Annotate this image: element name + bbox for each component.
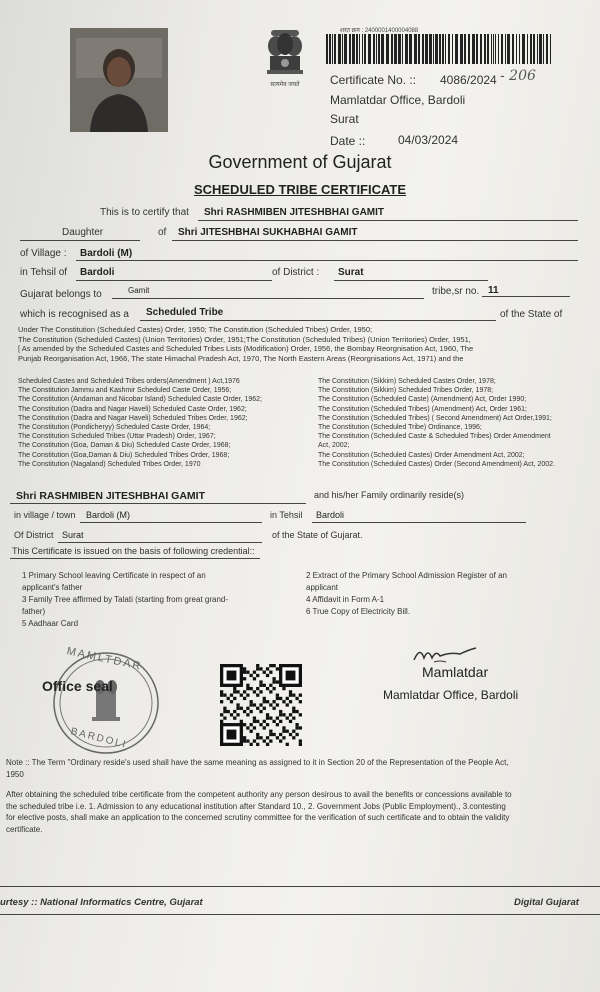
- order-item: The Constitution (Scheduled Tribe) Ordinance, 1996;: [318, 424, 482, 432]
- under-line: Under The Constitution (Scheduled Castes) Order, 1950; The Constitution (Scheduled Tribes) Order, 1950;: [18, 325, 373, 334]
- underline: [312, 522, 526, 523]
- village-town-label: in village / town: [14, 510, 76, 520]
- residence-district-label: Of District: [14, 530, 54, 540]
- tehsil-label: in Tehsil of: [20, 267, 68, 278]
- residence-tehsil-label: in Tehsil: [270, 510, 303, 520]
- tribe-sr-label: tribe,sr no.: [432, 286, 480, 297]
- underline: [140, 320, 496, 321]
- residence-tehsil-value: Bardoli: [316, 510, 345, 520]
- order-item: The Constitution (Dadra and Nagar Haveli) Scheduled Caste Order, 1962;: [18, 405, 247, 413]
- instruction-line: the scheduled tribe i.e. 1. Admission to any educational institution after Standard 10., 2. Government Jobs (Public Employment)., 3.contesting: [6, 801, 506, 811]
- order-item: The Constitution (Scheduled Castes) Order Amendment Act, 2002;: [318, 451, 525, 459]
- order-item: The Constitution (Goa, Daman & Diu) Scheduled Caste Order, 1968;: [18, 442, 231, 450]
- credential-item: father): [22, 607, 46, 616]
- state-of-label: of the State of: [500, 309, 563, 320]
- underline: [10, 558, 260, 559]
- underline: [58, 542, 262, 543]
- credential-item: 5 Aadhaar Card: [22, 619, 79, 628]
- credential-item: 1 Primary School leaving Certificate in respect of an: [22, 571, 206, 580]
- issue-date: 04/03/2024: [398, 133, 459, 147]
- credentials-left: [22, 570, 292, 630]
- village-label: of Village :: [20, 248, 67, 259]
- footer-rule: [0, 886, 600, 887]
- handwritten-number: - 206: [500, 68, 536, 84]
- order-item: The Constitution (Scheduled Tribes) ( Second Amendment) Act Order,1991;: [318, 414, 552, 422]
- signatory-office: Mamlatdar Office, Bardoli: [383, 688, 519, 702]
- certificate-number-label: Certificate No. ::: [330, 73, 417, 87]
- note-line: Note :: The Term "Ordinary reside's used shall have the same meaning as assigned to it in Section 20 of the Representation of the People Act,: [6, 758, 509, 767]
- government-heading: Government of Gujarat: [208, 152, 392, 172]
- order-item: Scheduled Castes and Scheduled Tribes orders(Amendment ) Act,1976: [18, 378, 240, 385]
- underline: [76, 280, 272, 281]
- underline: [198, 220, 578, 221]
- belongs-label: Gujarat belongs to: [20, 289, 102, 300]
- order-item: The Constitution (Nagaland) Scheduled Tribes Order, 1970: [18, 460, 201, 468]
- credential-heading: This Certificate is issued on the basis of following credential::: [12, 546, 255, 556]
- note-line: 1950: [6, 769, 24, 779]
- applicant-photo: [70, 28, 168, 132]
- orders-left-list: [18, 377, 328, 476]
- underline: [334, 280, 488, 281]
- signature-icon: [410, 642, 480, 666]
- underline: [482, 296, 570, 297]
- order-item: The Constitution (Sikkim) Scheduled Tribes Order, 1978;: [318, 387, 494, 395]
- underline: [76, 260, 578, 261]
- order-item: The Constitution Jammu and Kashmir Scheduled Caste Order, 1956;: [18, 387, 232, 395]
- credential-item: 2 Extract of the Primary School Admission Register of an: [306, 571, 507, 580]
- note-section: [6, 757, 592, 780]
- order-item: The Constitution Scheduled Tribes (Uttar Pradesh) Order, 1967;: [18, 433, 216, 441]
- order-item: The Constitution (Pondicheryy) Scheduled Caste Order, 1964;: [18, 424, 211, 432]
- barcode-number: शरत क्रम : 2400001400004088: [340, 28, 419, 34]
- certificate-title: SCHEDULED TRIBE CERTIFICATE: [193, 182, 407, 197]
- certificate-number: 4086/2024: [440, 73, 497, 87]
- barcode: [326, 34, 554, 64]
- district-value: Surat: [338, 267, 364, 278]
- underline: [80, 522, 262, 523]
- of-label: of: [158, 227, 167, 238]
- district-label: of District :: [272, 267, 320, 278]
- seal-label: Office seal: [42, 678, 113, 694]
- underline: [10, 503, 306, 504]
- emblem-caption: सत्यमेव जयते: [270, 82, 300, 88]
- order-item: The Constitution (Sikkim) Scheduled Castes Order, 1978;: [318, 378, 496, 385]
- footer-courtesy: urtesy :: National Informatics Centre, Gujarat: [0, 897, 203, 908]
- order-item: The Constitution (Goa,Daman & Diu) Scheduled Tribes Order, 1968;: [18, 451, 230, 459]
- national-emblem-icon: [262, 28, 308, 98]
- under-line: The Constitution (Scheduled Castes) (Union Territories) Order, 1951;The Constitution (Scheduled Tribes) (Union Territories) Order, 1951,: [18, 334, 471, 344]
- signatory-title: Mamlatdar: [422, 664, 489, 680]
- under-line: Punjab Reorganisation Act, 1966, The state Himachal Pradesh Act, 1970, The North Eastern Areas (Reorgnisations Act, 1971) and the: [18, 353, 464, 363]
- credentials-right: [306, 570, 586, 618]
- qr-code: [220, 664, 302, 746]
- parent-name: Shri JITESHBHAI SUKHABHAI GAMIT: [178, 227, 358, 238]
- under-text: [18, 325, 588, 363]
- recognised-value: Scheduled Tribe: [146, 307, 224, 318]
- instruction-line: for elective posts, shall make an application to the concerned scrutiny committee for the verification of such certificate and to obtain the validity: [6, 813, 510, 822]
- order-item: The Constitution (Andaman and Nicobar Island) Scheduled Caste Order, 1962;: [18, 396, 262, 404]
- footer-rule: [0, 914, 600, 915]
- instruction-paragraph: [6, 789, 596, 835]
- credential-item: 4 Affidavit in Form A-1: [306, 595, 385, 604]
- credential-item: 3 Family Tree affirmed by Talati (starting from great grand-: [22, 595, 229, 604]
- residence-state-text: of the State of Gujarat.: [272, 530, 363, 540]
- village-value: Bardoli (M): [80, 248, 133, 259]
- instruction-line: After obtaining the scheduled tribe certificate from the competent authority any person desirous to avail the benefits or concessions available to: [6, 790, 512, 799]
- footer-brand: Digital Gujarat: [514, 897, 579, 908]
- seal-bottom-text: BARDOLI: [69, 726, 129, 751]
- under-line: [ As amended by the Scheduled Castes and Scheduled Tribes Lists (Modification) Order, 1956, the Bombay Reorgnisation Act, 1960, The: [18, 344, 474, 353]
- issuing-city: Surat: [330, 112, 359, 126]
- tehsil-value: Bardoli: [80, 267, 115, 278]
- order-item: The Constitution (Scheduled Caste) (Amendment) Act, Order 1990;: [318, 396, 527, 404]
- credential-item: applicant's father: [22, 583, 83, 592]
- underline: [20, 240, 140, 241]
- applicant-name: Shri RASHMIBEN JITESHBHAI GAMIT: [204, 207, 385, 218]
- order-item: Act, 2002;: [318, 442, 350, 450]
- relation-label: Daughter: [62, 227, 104, 238]
- village-town-value: Bardoli (M): [86, 510, 131, 520]
- residence-district-value: Surat: [62, 530, 84, 540]
- order-item: The Constitution (Scheduled Caste & Scheduled Tribes) Order Amendment: [318, 433, 551, 441]
- tribe-sr-value: 11: [488, 285, 499, 296]
- orders-right-list: [318, 377, 594, 469]
- order-item: The Constitution (Dadra and Nagar Haveli) Scheduled Tribes Order, 1962;: [18, 414, 248, 422]
- family-text: and his/her Family ordinarily reside(s): [314, 490, 465, 500]
- office-seal: [40, 645, 168, 757]
- tribe-value: Gamit: [128, 286, 150, 295]
- order-item: The Constitution (Scheduled Castes) Order (Second Amendment) Act, 2002.: [318, 460, 555, 468]
- instruction-line: certificate.: [6, 824, 43, 834]
- certify-intro: This is to certify that: [100, 207, 189, 218]
- underline: [172, 240, 578, 241]
- underline: [112, 298, 424, 299]
- seal-top-text: MAMLTDAR: [65, 645, 144, 673]
- credential-item: 6 True Copy of Electricity Bill.: [306, 607, 411, 616]
- date-label: Date ::: [330, 134, 366, 148]
- order-item: The Constitution (Scheduled Tribes) (Amendment) Act, Order 1961;: [318, 405, 527, 413]
- issuing-office: Mamlatdar Office, Bardoli: [330, 93, 466, 107]
- resident-name: Shri RASHMIBEN JITESHBHAI GAMIT: [16, 490, 206, 502]
- recognised-label: which is recognised as a: [20, 309, 129, 320]
- credential-item: applicant: [306, 583, 339, 592]
